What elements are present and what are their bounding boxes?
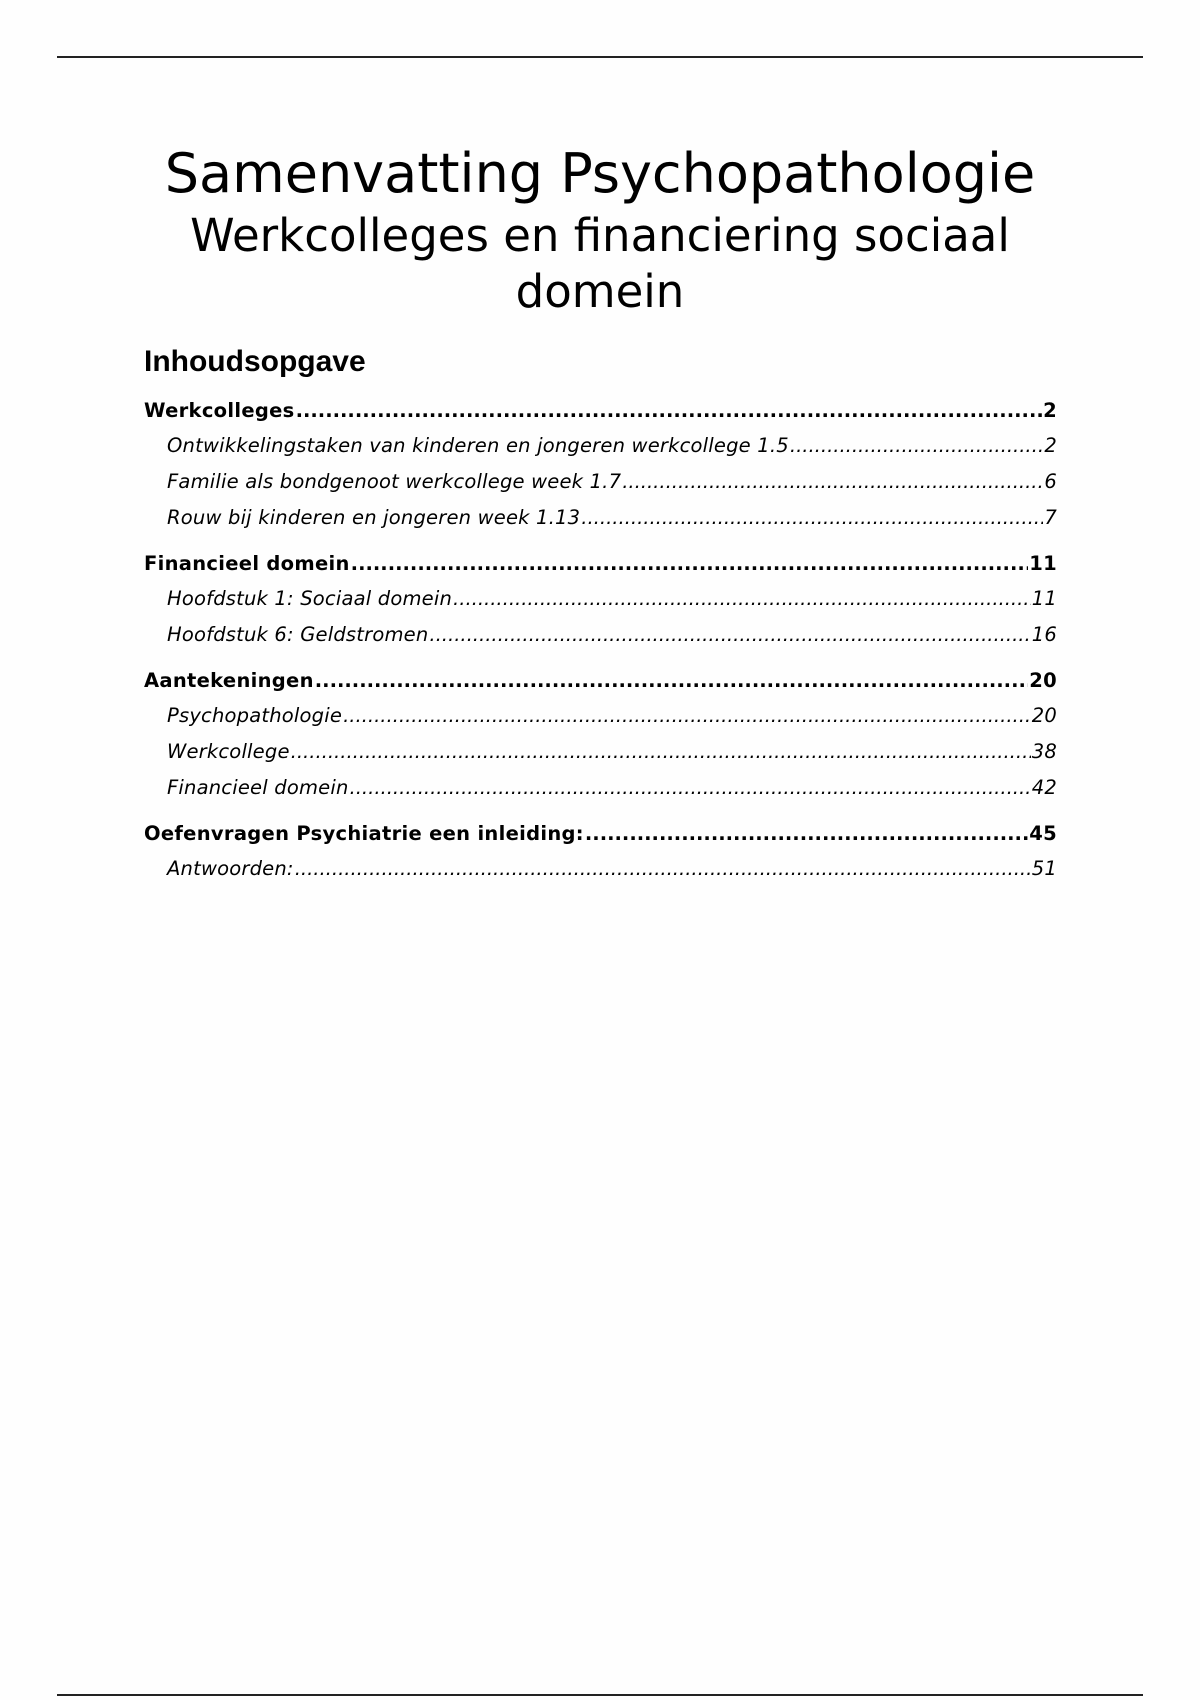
toc-subentry-page: 51 [1031, 857, 1057, 880]
dot-leader [315, 669, 1028, 692]
toc-subentry-page: 2 [1044, 434, 1057, 457]
dot-leader [350, 776, 1031, 799]
document-title: Samenvatting Psychopathologie [164, 142, 1036, 205]
dot-leader [585, 822, 1028, 845]
document-subtitle: Werkcolleges en financiering sociaal domein [190, 209, 1010, 318]
toc-section-aantekeningen [144, 669, 1057, 812]
toc-subentry-label: Hoofdstuk 1: Sociaal domein [167, 587, 453, 610]
toc-subentry[interactable] [144, 740, 1057, 776]
toc-section-werkcolleges [144, 399, 1057, 542]
toc-subentry[interactable] [144, 623, 1057, 659]
toc-entry[interactable] [144, 669, 1057, 704]
toc-subentry-page: 42 [1031, 776, 1057, 799]
toc-entry[interactable] [144, 399, 1057, 434]
dot-leader [291, 740, 1031, 763]
title-block [0, 140, 1200, 320]
toc-subentry-label: Hoofdstuk 6: Geldstromen [167, 623, 429, 646]
toc-entry-label: Aantekeningen [144, 669, 314, 692]
toc-entry-page: 20 [1029, 669, 1057, 692]
dot-leader [429, 623, 1030, 646]
toc-heading: Inhoudsopgave [144, 345, 366, 378]
toc-subentry-page: 7 [1044, 506, 1057, 529]
toc-subentry-label: Familie als bondgenoot werkcollege week 1.7 [167, 470, 622, 493]
toc-subentry-page: 20 [1031, 704, 1057, 727]
toc-entry-page: 11 [1029, 552, 1057, 575]
toc-section-financieel-domein [144, 552, 1057, 659]
toc-subentry-page: 38 [1031, 740, 1057, 763]
dot-leader [453, 587, 1031, 610]
toc-subentry-label: Psychopathologie [167, 704, 343, 727]
toc-entry-label: Financieel domein [144, 552, 350, 575]
toc-subentry[interactable] [144, 506, 1057, 542]
dot-leader [790, 434, 1044, 457]
toc-subentry-page: 11 [1031, 587, 1057, 610]
table-of-contents [144, 345, 1057, 903]
toc-subentry-label: Antwoorden: [167, 857, 294, 880]
dot-leader [343, 704, 1031, 727]
toc-entry[interactable] [144, 822, 1057, 857]
toc-section-oefenvragen [144, 822, 1057, 893]
toc-subentry[interactable] [144, 857, 1057, 893]
dot-leader [622, 470, 1043, 493]
toc-entry-label: Oefenvragen Psychiatrie een inleiding: [144, 822, 584, 845]
toc-subentry[interactable] [144, 434, 1057, 470]
toc-entry-page: 2 [1043, 399, 1057, 422]
toc-subentry-page: 16 [1031, 623, 1057, 646]
toc-entry[interactable] [144, 552, 1057, 587]
toc-subentry[interactable] [144, 587, 1057, 623]
toc-entry-label: Werkcolleges [144, 399, 295, 422]
toc-subentry-label: Financieel domein [167, 776, 349, 799]
toc-subentry[interactable] [144, 470, 1057, 506]
toc-subentry-label: Rouw bij kinderen en jongeren week 1.13 [167, 506, 581, 529]
toc-subentry[interactable] [144, 704, 1057, 740]
dot-leader [581, 506, 1043, 529]
dot-leader [295, 857, 1031, 880]
header-rule [57, 56, 1143, 58]
toc-entry-page: 45 [1029, 822, 1057, 845]
toc-subentry-page: 6 [1044, 470, 1057, 493]
toc-subentry-label: Ontwikkelingstaken van kinderen en jongeren werkcollege 1.5 [167, 434, 789, 457]
footer-rule [57, 1694, 1143, 1696]
dot-leader [351, 552, 1029, 575]
toc-subentry-label: Werkcollege [167, 740, 290, 763]
toc-subentry[interactable] [144, 776, 1057, 812]
dot-leader [296, 399, 1043, 422]
